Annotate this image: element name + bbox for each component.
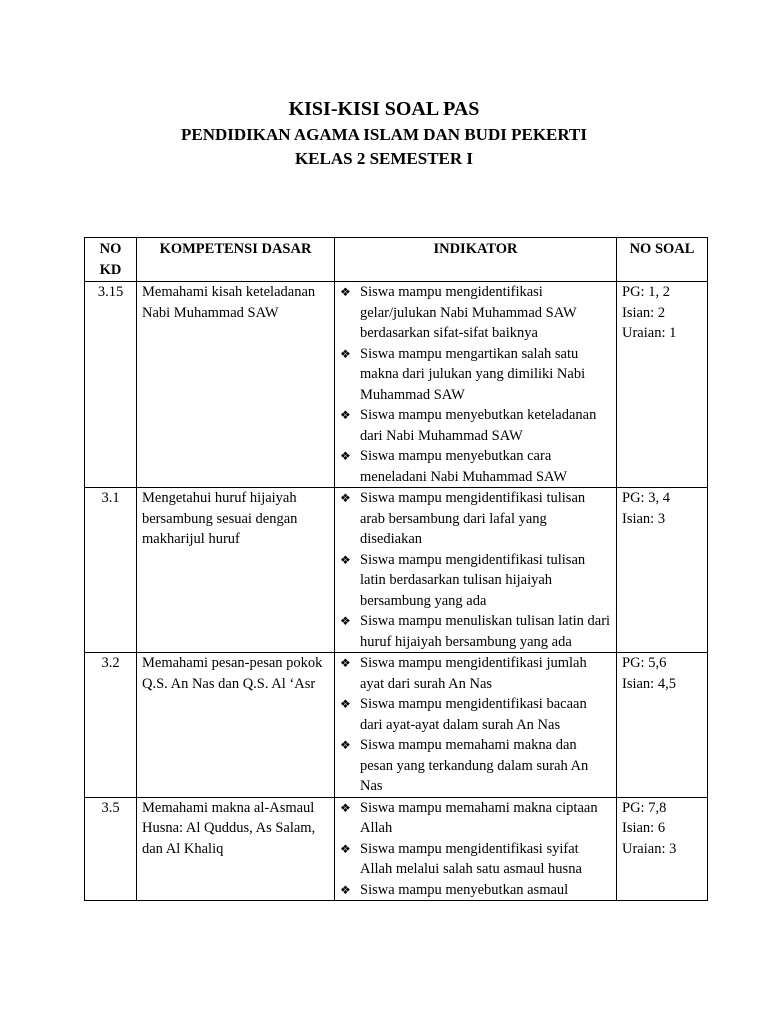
no-soal-cell <box>617 797 708 901</box>
kd-number-cell: 3.5 <box>85 797 137 901</box>
indikator-text: Siswa mampu menyebutkan asmaul <box>360 881 569 898</box>
indikator-item <box>340 798 611 839</box>
diamond-bullet-icon: ❖ <box>340 552 351 567</box>
indikator-cell <box>335 653 617 798</box>
kd-number-cell: 3.15 <box>85 282 137 488</box>
indikator-text: Siswa mampu memahami makna dan pesan yang terkandung dalam surah An Nas <box>360 737 589 794</box>
indikator-text: Siswa mampu menyebutkan keteladanan dari Nabi Muhammad SAW <box>360 407 597 444</box>
soal-line: PG: 7,8 <box>622 799 667 816</box>
table-row <box>85 282 708 488</box>
table-row <box>85 797 708 901</box>
diamond-bullet-icon: ❖ <box>340 285 351 299</box>
document-title: KISI-KISI SOAL PAS <box>288 98 480 120</box>
indikator-cell <box>335 488 617 653</box>
header-no-soal: NO SOAL <box>617 238 708 282</box>
indikator-item <box>340 611 611 652</box>
kd-number-cell: 3.1 <box>85 488 137 653</box>
diamond-bullet-icon: ❖ <box>340 614 351 628</box>
indikator-text: Siswa mampu mengartikan salah satu makna dari julukan yang dimiliki Nabi Muhammad SAW <box>360 345 586 403</box>
kd-number-cell: 3.2 <box>85 653 137 798</box>
soal-line: Uraian: 3 <box>622 840 677 857</box>
diamond-bullet-icon: ❖ <box>340 491 351 505</box>
kisi-kisi-table <box>84 237 708 901</box>
indikator-list <box>340 488 611 652</box>
diamond-bullet-icon: ❖ <box>340 738 351 752</box>
indikator-text: Siswa mampu menuliskan tulisan latin dari huruf hijaiyah bersambung yang ada <box>360 613 611 650</box>
subject-heading: PENDIDIKAN AGAMA ISLAM DAN BUDI PEKERTI <box>180 125 588 144</box>
diamond-bullet-icon: ❖ <box>340 346 351 361</box>
diamond-bullet-icon: ❖ <box>340 656 351 670</box>
diamond-bullet-icon: ❖ <box>340 449 351 463</box>
indikator-text: Siswa mampu mengidentifikasi tulisan latin berdasarkan tulisan hijaiyah bersambung yang ada <box>360 551 586 609</box>
no-soal-cell <box>617 653 708 798</box>
indikator-text: Siswa mampu mengidentifikasi jumlah ayat dari surah An Nas <box>360 655 587 692</box>
soal-line: Uraian: 1 <box>622 325 677 341</box>
diamond-bullet-icon: ❖ <box>340 841 351 856</box>
table-row <box>85 653 708 798</box>
header-no-kd-line1: NO <box>99 241 122 257</box>
indikator-text: Siswa mampu menyebutkan cara meneladani Nabi Muhammad SAW <box>360 448 568 485</box>
header-no-kd-line2: KD <box>99 261 122 278</box>
indikator-item <box>340 282 611 344</box>
indikator-cell <box>335 282 617 488</box>
header-kompetensi: KOMPETENSI DASAR <box>137 238 335 282</box>
no-soal-cell <box>617 488 708 653</box>
class-heading: KELAS 2 SEMESTER I <box>294 149 474 168</box>
indikator-text: Siswa mampu mengidentifikasi syifat Allah melalui salah satu asmaul husna <box>360 840 582 877</box>
indikator-text: Siswa mampu mengidentifikasi gelar/julukan Nabi Muhammad SAW berdasarkan sifat-sifat baiknya <box>360 284 577 341</box>
kompetensi-cell: Memahami makna al-Asmaul Husna: Al Quddus, As Salam, dan Al Khaliq <box>137 797 335 901</box>
indikator-cell <box>335 797 617 901</box>
header-no-kd <box>85 238 137 282</box>
indikator-list <box>340 653 611 797</box>
indikator-item <box>340 488 611 550</box>
soal-line: Isian: 2 <box>622 304 666 321</box>
table-row <box>85 488 708 653</box>
kompetensi-cell: Mengetahui huruf hijaiyah bersambung sesuai dengan makharijul huruf <box>137 488 335 653</box>
indikator-item <box>340 550 611 612</box>
soal-line: PG: 5,6 <box>622 655 667 671</box>
diamond-bullet-icon: ❖ <box>340 800 351 815</box>
diamond-bullet-icon: ❖ <box>340 882 351 897</box>
soal-line: PG: 3, 4 <box>622 490 670 506</box>
table-header-row <box>85 238 708 282</box>
indikator-text: Siswa mampu memahami makna ciptaan Allah <box>360 799 598 836</box>
soal-line: Isian: 3 <box>622 510 666 527</box>
table-body <box>85 282 708 901</box>
indikator-list <box>340 798 611 901</box>
header-indikator: INDIKATOR <box>335 238 617 282</box>
diamond-bullet-icon: ❖ <box>340 408 351 422</box>
indikator-item <box>340 839 611 880</box>
soal-line: Isian: 4,5 <box>622 675 676 692</box>
kompetensi-cell: Memahami kisah keteladanan Nabi Muhammad SAW <box>137 282 335 488</box>
no-soal-cell <box>617 282 708 488</box>
indikator-item <box>340 446 611 487</box>
kompetensi-cell: Memahami pesan-pesan pokok Q.S. An Nas dan Q.S. Al ‘Asr <box>137 653 335 798</box>
indikator-text: Siswa mampu mengidentifikasi bacaan dari ayat-ayat dalam surah An Nas <box>360 696 587 733</box>
indikator-list <box>340 282 611 487</box>
indikator-item <box>340 694 611 735</box>
soal-line: Isian: 6 <box>622 820 666 836</box>
indikator-text: Siswa mampu mengidentifikasi tulisan arab bersambung dari lafal yang disediakan <box>360 490 586 547</box>
diamond-bullet-icon: ❖ <box>340 697 351 711</box>
soal-line: PG: 1, 2 <box>622 284 670 300</box>
indikator-item <box>340 735 611 797</box>
indikator-item <box>340 653 611 694</box>
indikator-item <box>340 880 611 901</box>
indikator-item <box>340 344 611 406</box>
indikator-item <box>340 405 611 446</box>
